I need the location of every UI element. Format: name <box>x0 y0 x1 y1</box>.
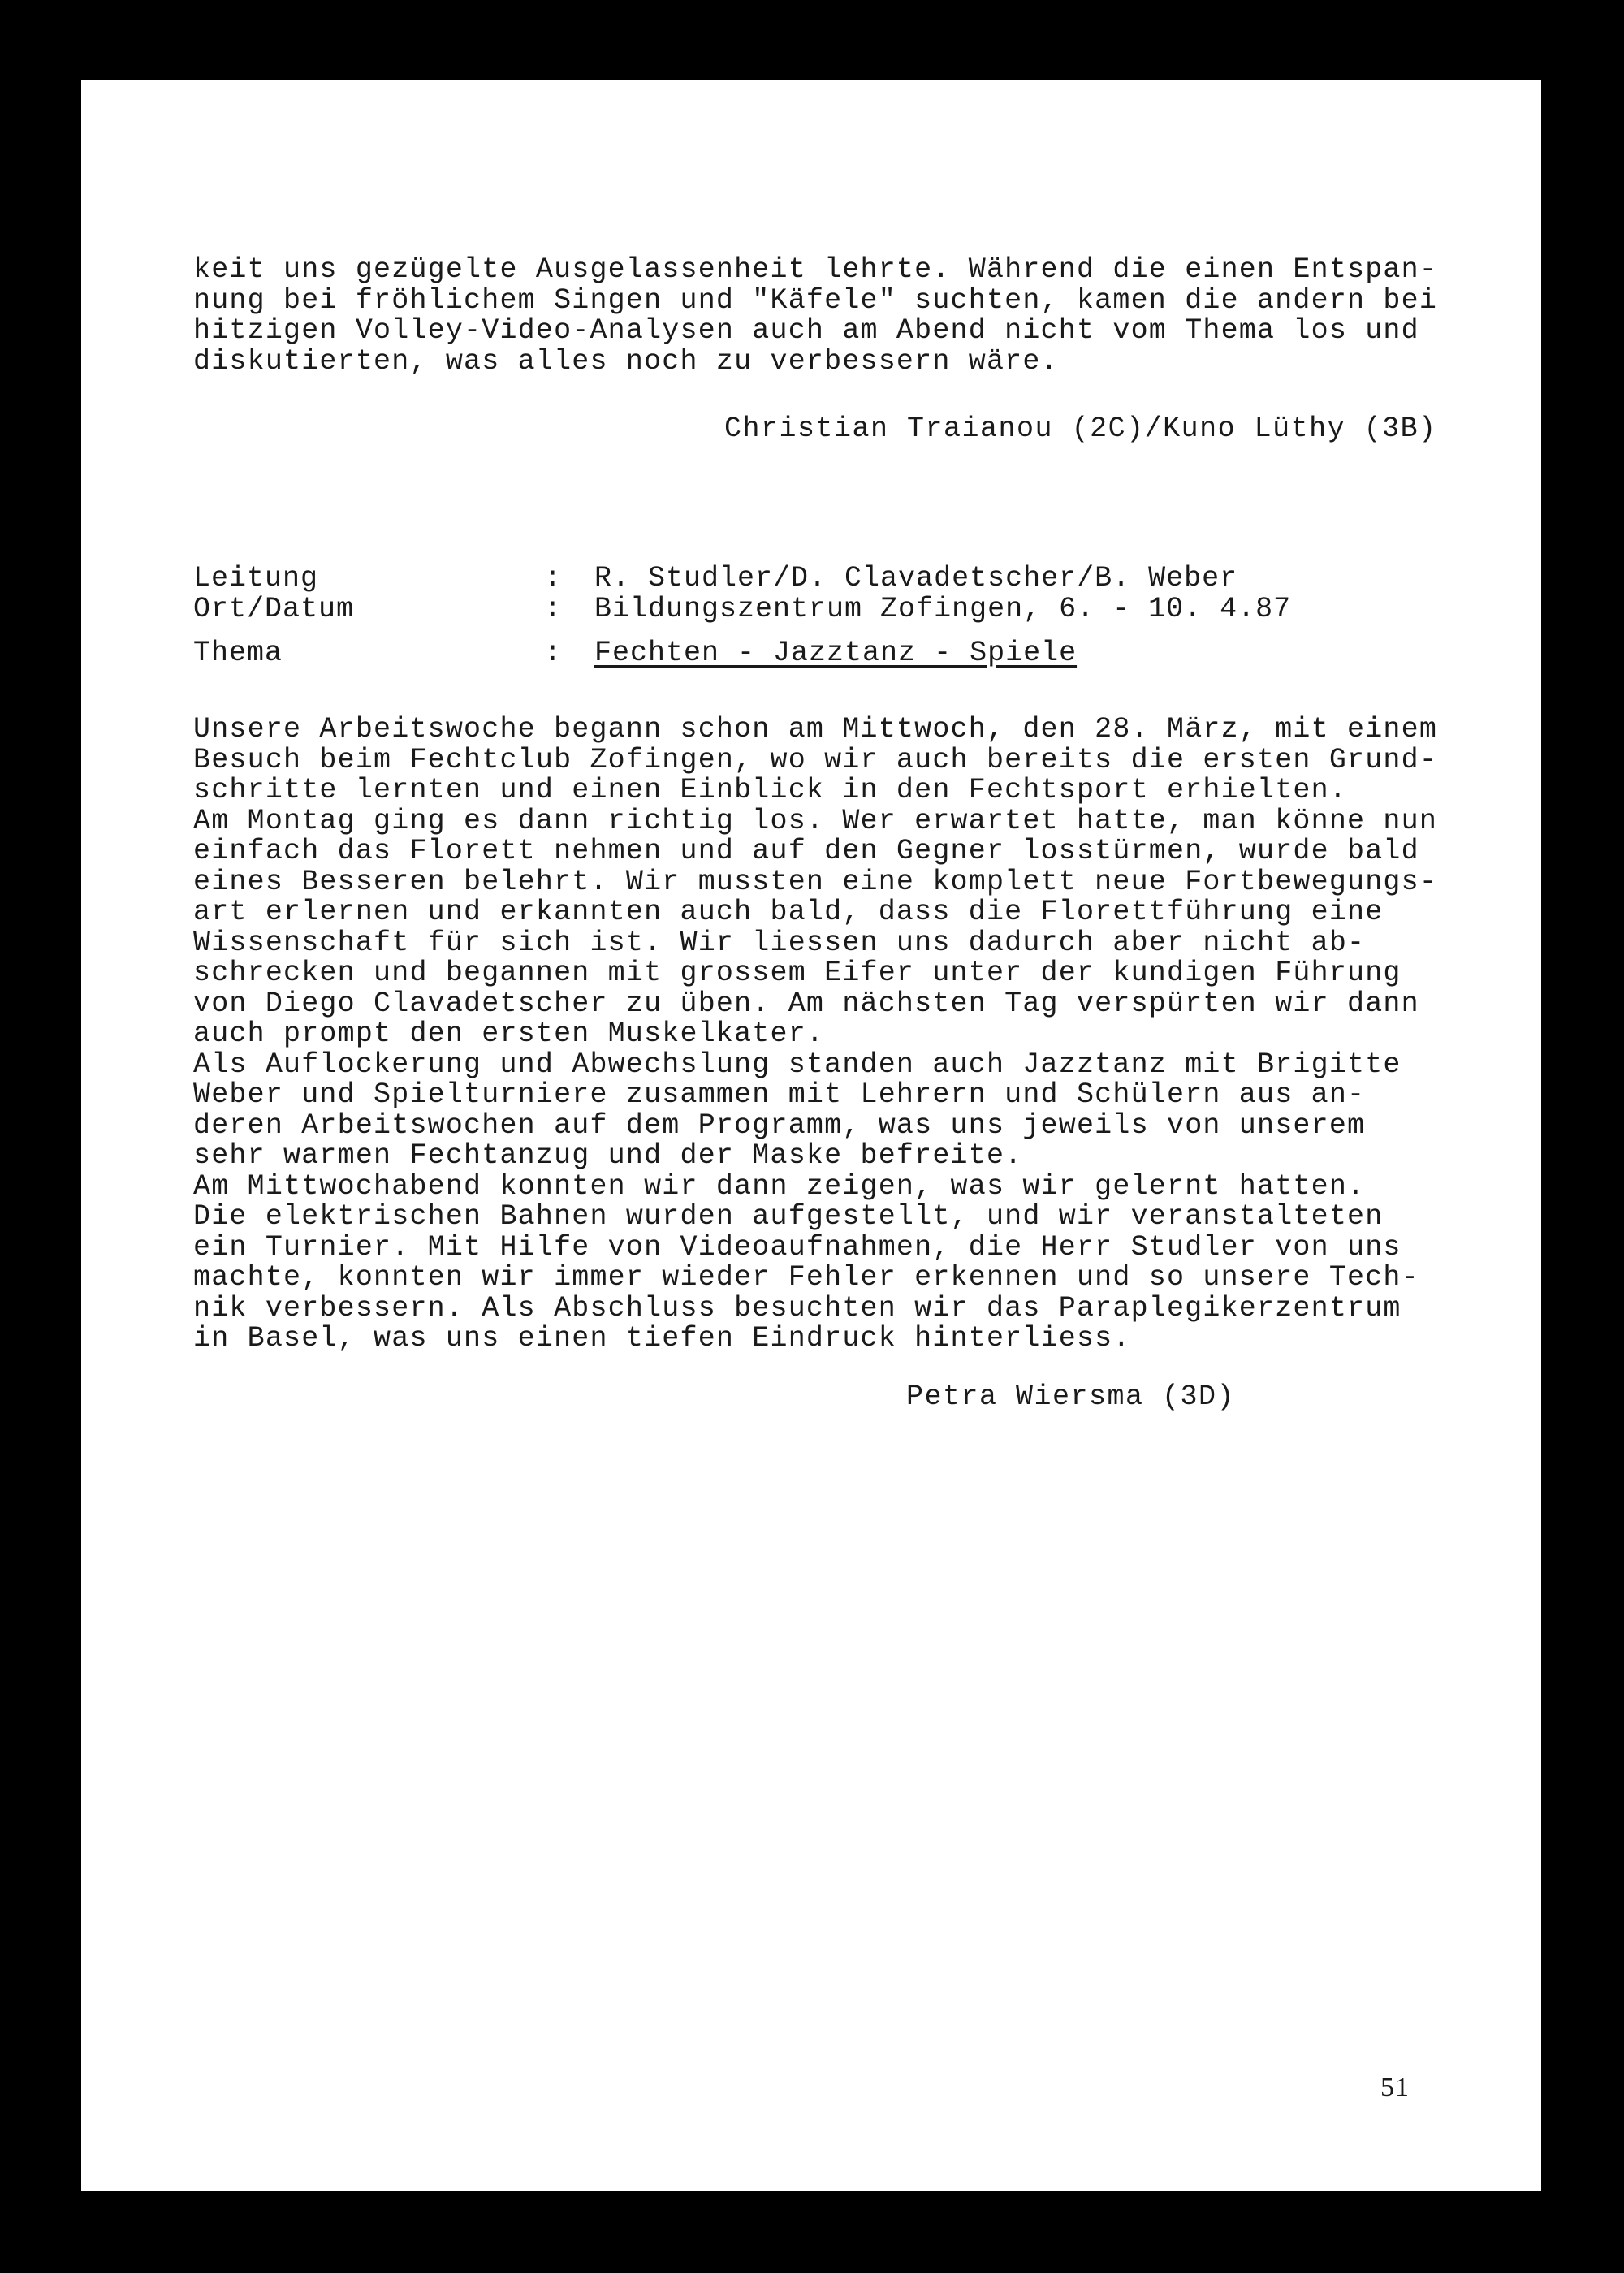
report-signature: Petra Wiersma (3D) <box>906 1381 1236 1413</box>
page-number: 51 <box>1380 2072 1410 2102</box>
report-line: von Diego Clavadetscher zu üben. Am nächsten Tag verspürten wir dann <box>193 987 1419 1020</box>
report-line: Besuch beim Fechtclub Zofingen, wo wir auch bereits die ersten Grund- <box>193 743 1438 776</box>
report-line: nik verbessern. Als Abschluss besuchten wir das Paraplegikerzentrum <box>193 1291 1402 1324</box>
report-line: schritte lernten und einen Einblick in den Fechtsport erhielten. <box>193 774 1348 806</box>
intro-paragraph <box>193 255 1541 377</box>
meta-value: R. Studler/D. Clavadetscher/B. Weber <box>594 562 1238 594</box>
intro-line: keit uns gezügelte Ausgelassenheit lehrte. Während die einen Entspan- <box>193 253 1438 286</box>
report-line: Als Auflockerung und Abwechslung standen auch Jazztanz mit Brigitte <box>193 1048 1402 1081</box>
report-line: einfach das Florett nehmen und auf den Gegner losstürmen, wurde bald <box>193 835 1419 867</box>
report-line: schrecken und begannen mit grossem Eifer unter der kundigen Führung <box>193 957 1402 989</box>
report-line: ein Turnier. Mit Hilfe von Videoaufnahmen, die Herr Studler von uns <box>193 1230 1402 1264</box>
meta-colon: : <box>544 637 563 669</box>
document-page <box>81 80 1541 2191</box>
intro-signature: Christian Traianou (2C)/Kuno Lüthy (3B) <box>724 413 1437 445</box>
report-line: Am Mittwochabend konnten wir dann zeigen, was wir gelernt hatten. <box>193 1169 1366 1203</box>
meta-label: Thema <box>193 637 283 669</box>
report-line: eines Besseren belehrt. Wir mussten eine komplett neue Fortbewegungs- <box>193 865 1438 898</box>
report-line: machte, konnten wir immer wieder Fehler erkennen und so unsere Tech- <box>193 1261 1419 1294</box>
meta-label: Leitung <box>193 562 319 594</box>
intro-line: hitzigen Volley-Video-Analysen auch am Abend nicht vom Thema los und <box>193 314 1419 347</box>
report-line: art erlernen und erkannten auch bald, dass die Florettführung eine <box>193 896 1384 928</box>
report-line: Die elektrischen Bahnen wurden aufgestellt, und wir veranstalteten <box>193 1200 1384 1233</box>
meta-value: Bildungszentrum Zofingen, 6. - 10. 4.87 <box>594 593 1292 625</box>
report-line: deren Arbeitswochen auf dem Programm, was uns jeweils von unserem <box>193 1108 1366 1142</box>
report-line: Am Montag ging es dann richtig los. Wer erwartet hatte, man könne nun <box>193 804 1438 837</box>
report-line: Unsere Arbeitswoche begann schon am Mittwoch, den 28. März, mit einem <box>193 713 1438 745</box>
report-line: Weber und Spielturniere zusammen mit Lehrern und Schülern aus an- <box>193 1078 1366 1111</box>
report-line: auch prompt den ersten Muskelkater. <box>193 1018 825 1050</box>
meta-label: Ort/Datum <box>193 593 355 625</box>
report-paragraph <box>193 715 1541 1355</box>
intro-line: nung bei fröhlichem Singen und "Käfele" suchten, kamen die andern bei <box>193 283 1438 317</box>
intro-line: diskutierten, was alles noch zu verbessern wäre. <box>193 344 1059 378</box>
report-line: in Basel, was uns einen tiefen Eindruck hinterliess. <box>193 1322 1131 1355</box>
meta-colon: : <box>544 562 563 594</box>
report-line: sehr warmen Fechtanzug und der Maske befreite. <box>193 1139 1023 1172</box>
meta-value-topic: Fechten - Jazztanz - Spiele <box>594 637 1078 669</box>
meta-colon: : <box>544 593 563 625</box>
report-line: Wissenschaft für sich ist. Wir liessen uns dadurch aber nicht ab- <box>193 926 1366 959</box>
